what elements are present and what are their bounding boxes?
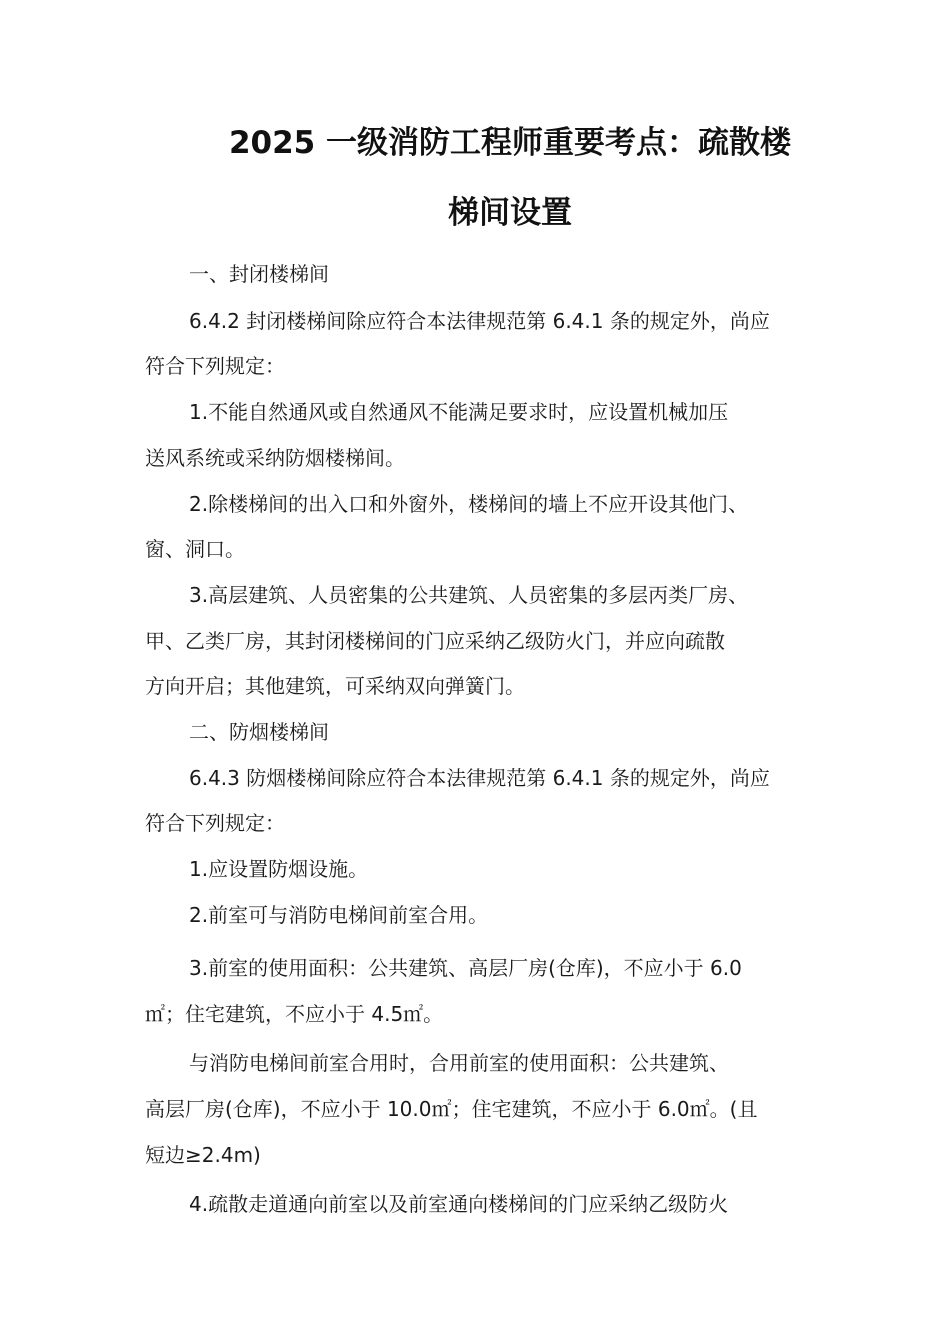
- paragraph-line: 2.前室可与消防电梯间前室合用。: [189, 903, 489, 927]
- document-title-line-2: 梯间设置: [448, 195, 572, 231]
- document-title-line-1: 2025 一级消防工程师重要考点：疏散楼: [228, 125, 792, 161]
- paragraph-line: 1.应设置防烟设施。: [189, 857, 369, 881]
- paragraph-line: 高层厂房(仓库)，不应小于 10.0㎡；住宅建筑，不应小于 6.0㎡。(且: [145, 1097, 758, 1121]
- paragraph-line: 6.4.3 防烟楼梯间除应符合本法律规范第 6.4.1 条的规定外，尚应: [189, 766, 770, 790]
- paragraph-line: 2.除楼梯间的出入口和外窗外，楼梯间的墙上不应开设其他门、: [189, 492, 749, 516]
- paragraph-line: 送风系统或采纳防烟楼梯间。: [145, 446, 405, 470]
- paragraph-line: 符合下列规定：: [145, 354, 285, 378]
- paragraph-line: 6.4.2 封闭楼梯间除应符合本法律规范第 6.4.1 条的规定外，尚应: [189, 309, 770, 333]
- paragraph-line: 3.高层建筑、人员密集的公共建筑、人员密集的多层丙类厂房、: [189, 583, 749, 607]
- paragraph-line: 4.疏散走道通向前室以及前室通向楼梯间的门应采纳乙级防火: [189, 1192, 729, 1216]
- paragraph-line: 甲、乙类厂房，其封闭楼梯间的门应采纳乙级防火门，并应向疏散: [145, 629, 725, 653]
- paragraph-line: ㎡；住宅建筑，不应小于 4.5㎡。: [145, 1002, 444, 1026]
- section-heading-smokeproof-stairwell: 二、防烟楼梯间: [189, 720, 329, 744]
- section-heading-enclosed-stairwell: 一、封闭楼梯间: [189, 262, 329, 286]
- paragraph-line: 1.不能自然通风或自然通风不能满足要求时，应设置机械加压: [189, 400, 729, 424]
- paragraph-line: 与消防电梯间前室合用时，合用前室的使用面积：公共建筑、: [189, 1051, 729, 1075]
- paragraph-line: 符合下列规定：: [145, 811, 285, 835]
- paragraph-line: 3.前室的使用面积：公共建筑、高层厂房(仓库)，不应小于 6.0: [189, 956, 742, 980]
- paragraph-line: 短边≥2.4m): [145, 1143, 261, 1167]
- paragraph-line: 方向开启；其他建筑，可采纳双向弹簧门。: [145, 674, 525, 698]
- paragraph-line: 窗、洞口。: [145, 537, 245, 561]
